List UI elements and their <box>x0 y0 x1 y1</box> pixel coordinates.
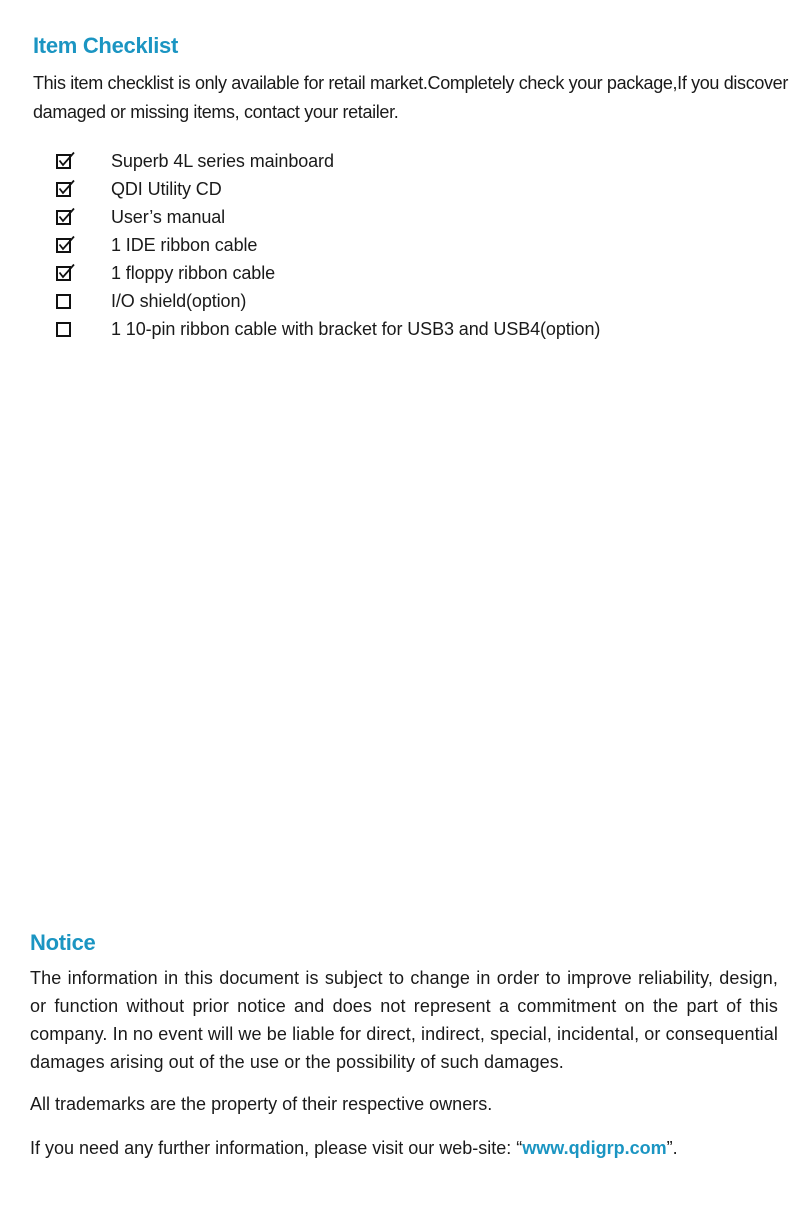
checklist-item <box>33 147 793 175</box>
item-checklist-section <box>33 33 793 343</box>
checklist-item-label: User’s manual <box>111 206 226 227</box>
checked-box-icon <box>33 151 111 171</box>
checklist-item <box>33 287 793 315</box>
checklist-item <box>33 231 793 259</box>
empty-box-icon <box>33 291 111 311</box>
checklist-item-label: Superb 4L series mainboard <box>111 150 334 171</box>
website-notice <box>30 1134 778 1162</box>
checklist-item-label: 1 IDE ribbon cable <box>111 234 258 255</box>
checklist-item-label: QDI Utility CD <box>111 178 222 199</box>
checked-box-icon <box>33 235 111 255</box>
checked-box-icon <box>33 179 111 199</box>
checklist-item <box>33 259 793 287</box>
empty-box-icon <box>33 319 111 339</box>
checklist-item <box>33 315 793 343</box>
website-link[interactable]: www.qdigrp.com <box>522 1138 667 1158</box>
checklist-item-label: 1 floppy ribbon cable <box>111 262 276 283</box>
trademarks-notice: All trademarks are the property of their respective owners. <box>30 1094 493 1114</box>
checklist-item-label: I/O shield(option) <box>111 290 247 311</box>
notice-section <box>30 930 778 1162</box>
website-suffix: ”. <box>666 1138 678 1158</box>
website-prefix: If you need any further information, please visit our web-site: “ <box>30 1138 523 1158</box>
checklist-items <box>33 147 793 343</box>
checklist-item-label: 1 10-pin ribbon cable with bracket for USB3 and USB4(option) <box>111 318 601 339</box>
notice-title: Notice <box>30 930 96 955</box>
item-checklist-title: Item Checklist <box>33 33 178 58</box>
checklist-item <box>33 203 793 231</box>
checklist-item <box>33 175 793 203</box>
checklist-intro: This item checklist is only available for retail market.Completely check your package,If you discover damaged or missing items, contact your retailer. <box>33 73 788 122</box>
checked-box-icon <box>33 263 111 283</box>
notice-body: The information in this document is subject to change in order to improve reliability, design, or function without prior notice and does not represent a commitment on the part of this company. In no event will we be liable for direct, indirect, special, incidental, or consequential damages arising out of the use or the possibility of such damages. <box>30 968 778 1072</box>
checked-box-icon <box>33 207 111 227</box>
